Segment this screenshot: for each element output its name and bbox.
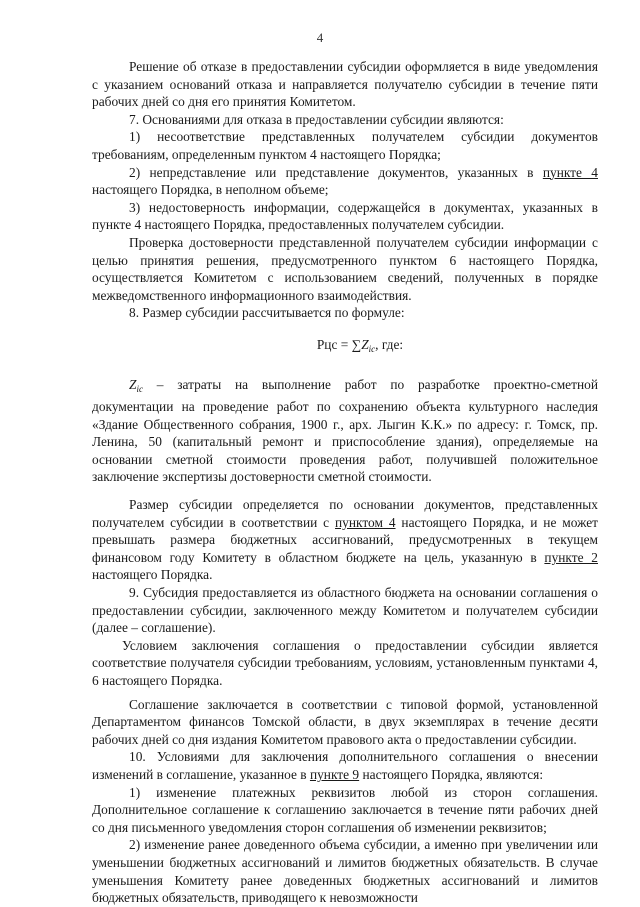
link-point-4b[interactable]: пунктом 4 — [335, 514, 396, 530]
paragraph-agreement-form: Соглашение заключается в соответствии с типовой формой, установленной Департаментом финансов Томской области, в двух экземплярах в течение десяти рабочих дней со дня издания Комитетом правового акта о предоставлении субсидии. — [92, 696, 598, 747]
link-point-4[interactable]: пункте 4 — [542, 164, 598, 180]
paragraph-zic-definition: $Z_{ic}$ – затраты на выполнение работ по разработке проектно-сметной документации на проведение работ по сохранению объекта культурного наследия «Здание Общественного собрания, 1900 г., арх. Лыгин К.К.» по адресу: г. Томск, пр. Ленина, 50 (капитальный ремонт и приспособление здания), определяемые на основании сметной стоимости проведения работ, получившей положительное заключение экспертизы достоверности сметной стоимости. — [92, 376, 598, 485]
page-number: 4 — [316, 30, 324, 45]
document-body — [92, 58, 598, 907]
paragraph-refusal-notice: Решение об отказе в предоставлении субсидии оформляется в виде уведомления с указанием оснований отказа и направляется получателю субсидии в течение пяти рабочих дней со дня его принятия Комитетом. — [92, 59, 598, 110]
link-point-2[interactable]: пункте 2 — [544, 549, 598, 565]
paragraph-subsidy-size: Размер субсидии определяется по основании документов, представленных получателем субсидии в соответствии с пунктом 4 настоящего Порядка, и не может превышать размера бюджетных ассигнований, предусмотренных в текущем финансовом году Комитету в областном бюджете на цель, указанную в пункте 2 настоящего Порядка. — [92, 497, 598, 583]
list-item-volume-change: 2) изменение ранее доведенного объема субсидии, а именно при увеличении или уменьшении бюджетных ассигнований и лимитов бюджетных обязательств. В случае уменьшения Комитету ранее доведенных бюджетных ассигнований и лимитов бюджетных обязательств, приводящего к невозможности — [92, 837, 598, 906]
paragraph-section-9: 9. Субсидия предоставляется из областного бюджета на основании соглашения о предоставлении субсидии, заключенного между Комитетом и получателем субсидии (далее – соглашение). — [92, 585, 598, 636]
list-item-1: 1) несоответствие представленных получателем субсидии документов требованиям, определенным пунктом 4 настоящего Порядка; — [92, 129, 598, 162]
list-item-2: 2) непредставление или представление документов, указанных в пункте 4 настоящего Порядка, в неполном объеме; — [92, 164, 598, 198]
paragraph-section-8: 8. Размер субсидии рассчитывается по формуле: — [129, 305, 405, 321]
list-item-requisites: 1) изменение платежных реквизитов любой из сторон соглашения. Дополнительное соглашение к соглашению заключается в течение пяти рабочих дней со дня письменного уведомления сторон соглашения об изменении реквизитов; — [92, 784, 598, 835]
paragraph-agreement-condition: Условием заключения соглашения о предоставлении субсидии является соответствие получателя субсидии требованиям, условиям, установленным пунктами 4, 6 настоящего Порядка. — [92, 637, 598, 688]
link-point-9[interactable]: пункте 9 — [309, 766, 360, 782]
paragraph-section-10: 10. Условиями для заключения дополнительного соглашения о внесении изменений в соглашение, указанное в пункте 9 настоящего Порядка, являются: — [92, 749, 598, 782]
list-item-3: 3) недостоверность информации, содержащейся в документах, указанных в пункте 4 настоящего Порядка, предоставленных получателем субсидии. — [92, 199, 598, 233]
paragraph-section-7: 7. Основаниями для отказа в предоставлении субсидии являются: — [129, 111, 504, 127]
subsidy-formula: Рцс = $\sum Z_{ic}$, где: — [316, 336, 404, 354]
paragraph-verification: Проверка достоверности представленной получателем субсидии информации с целью принятия решения, предусмотренного пунктом 6 настоящего Порядка, осуществляется Комитетом с использованием сведений, полученных в порядке межведомственного информационного взаимодействия. — [92, 234, 598, 303]
